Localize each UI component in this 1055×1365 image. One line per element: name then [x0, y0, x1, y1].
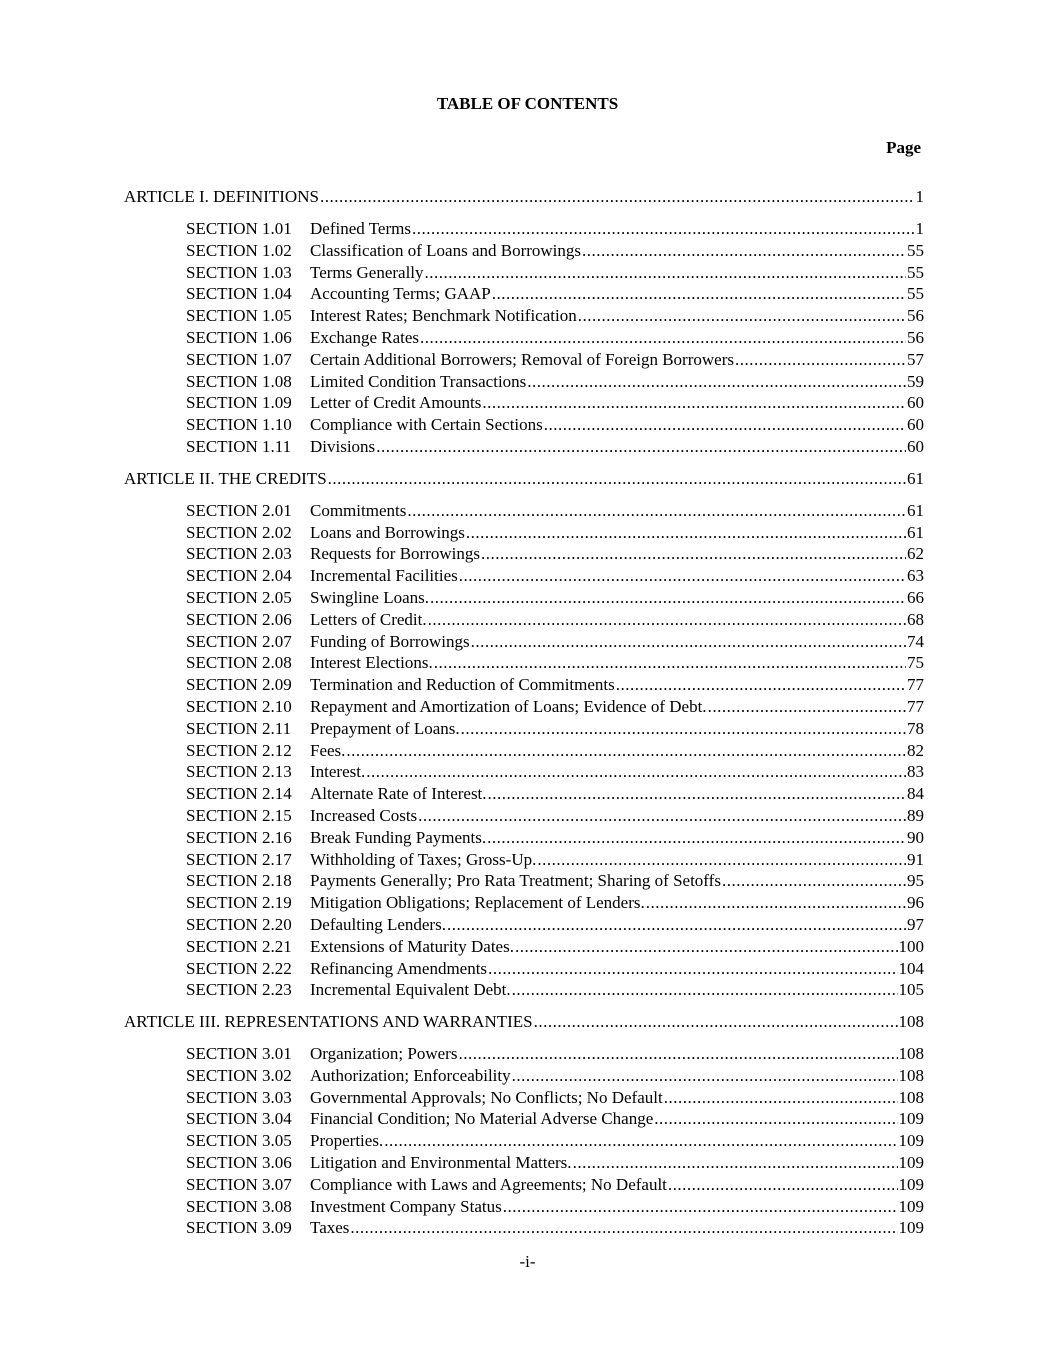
section-entry[interactable] [124, 500, 924, 522]
section-title: Accounting Terms; GAAP [310, 284, 491, 304]
section-number: SECTION 3.09 [186, 1218, 292, 1238]
section-page-number: 62 [907, 544, 924, 564]
dot-leader [320, 186, 915, 208]
section-number: SECTION 2.12 [186, 740, 292, 760]
section-number: SECTION 2.05 [186, 587, 292, 607]
dot-leader [488, 958, 897, 980]
section-title: Financial Condition; No Material Adverse Change [310, 1109, 654, 1129]
section-title: Incremental Facilities [310, 566, 458, 586]
dot-leader [328, 468, 906, 490]
section-number: SECTION 1.06 [186, 327, 292, 347]
section-title: Interest. [310, 762, 366, 782]
article-entry[interactable] [124, 186, 924, 208]
section-page-number: 109 [898, 1174, 924, 1194]
dot-leader [418, 805, 906, 827]
section-title: Termination and Reduction of Commitments [310, 675, 615, 695]
section-page-number: 68 [907, 609, 924, 629]
section-entry[interactable] [124, 740, 924, 762]
section-title: Requests for Borrowings [310, 544, 480, 564]
dot-leader [487, 827, 906, 849]
section-title: Interest Rates; Benchmark Notification [310, 306, 577, 326]
section-entry[interactable] [124, 1174, 924, 1196]
section-number: SECTION 1.02 [186, 240, 292, 260]
dot-leader [425, 262, 906, 284]
section-number: SECTION 3.01 [186, 1044, 292, 1064]
section-entry[interactable] [124, 849, 924, 871]
dot-leader [537, 849, 906, 871]
dot-leader [578, 305, 906, 327]
dot-leader [722, 870, 906, 892]
section-entry[interactable] [124, 1217, 924, 1239]
section-title: Certain Additional Borrowers; Removal of Foreign Borrowers [310, 349, 734, 369]
section-page-number: 97 [907, 914, 924, 934]
article-title: ARTICLE III. REPRESENTATIONS AND WARRANTIES [124, 1012, 533, 1032]
section-number: SECTION 3.07 [186, 1174, 292, 1194]
dot-leader [346, 740, 906, 762]
section-entry[interactable] [124, 958, 924, 980]
section-title: Alternate Rate of Interest. [310, 784, 487, 804]
section-entry[interactable] [124, 349, 924, 371]
section-number: SECTION 3.05 [186, 1131, 292, 1151]
section-entry[interactable] [124, 979, 924, 1001]
dot-leader [534, 1011, 898, 1033]
section-number: SECTION 1.01 [186, 219, 292, 238]
section-title: Governmental Approvals; No Conflicts; No Default [310, 1087, 663, 1107]
section-entry[interactable] [124, 827, 924, 849]
dot-leader [430, 587, 906, 609]
section-number: SECTION 2.02 [186, 522, 292, 542]
section-number: SECTION 2.08 [186, 653, 292, 673]
section-number: SECTION 1.04 [186, 284, 292, 304]
section-number: SECTION 2.23 [186, 980, 292, 1000]
section-entry[interactable] [124, 674, 924, 696]
section-page-number: 60 [907, 415, 924, 435]
section-title: Defined Terms [310, 219, 411, 238]
dot-leader [668, 1174, 898, 1196]
dot-leader [420, 327, 906, 349]
section-title: Terms Generally [310, 262, 424, 282]
section-page-number: 82 [907, 740, 924, 760]
dot-leader [412, 218, 915, 240]
section-number: SECTION 2.09 [186, 675, 292, 695]
section-entry[interactable] [124, 761, 924, 783]
section-title: Extensions of Maturity Dates. [310, 936, 514, 956]
article-title: ARTICLE I. DEFINITIONS [124, 187, 319, 206]
section-number: SECTION 1.03 [186, 262, 292, 282]
section-title: Refinancing Amendments [310, 958, 488, 978]
section-page-number: 75 [907, 653, 924, 673]
section-entry[interactable] [124, 1130, 924, 1152]
section-page-number: 77 [907, 675, 924, 695]
section-page-number: 55 [907, 262, 924, 282]
section-title: Letters of Credit. [310, 609, 427, 629]
dot-leader [461, 718, 906, 740]
section-page-number: 96 [907, 893, 924, 913]
article-page-number: 61 [907, 468, 924, 488]
section-page-number: 109 [898, 1153, 924, 1173]
section-title: Funding of Borrowings [310, 631, 470, 651]
section-entry[interactable] [124, 1196, 924, 1218]
dot-leader [573, 1152, 898, 1174]
section-title: Interest Elections. [310, 653, 433, 673]
section-number: SECTION 2.03 [186, 544, 292, 564]
section-entry[interactable] [124, 436, 924, 458]
section-number: SECTION 2.10 [186, 696, 292, 716]
section-list [124, 500, 924, 1001]
section-number: SECTION 2.18 [186, 871, 292, 891]
section-number: SECTION 3.02 [186, 1065, 292, 1085]
toc-heading: TABLE OF CONTENTS [436, 94, 619, 113]
section-page-number: 61 [907, 500, 924, 520]
section-title: Compliance with Laws and Agreements; No Default [310, 1174, 667, 1194]
section-entry[interactable] [124, 1152, 924, 1174]
section-entry[interactable] [124, 652, 924, 674]
section-page-number: 55 [907, 240, 924, 260]
dot-leader [428, 609, 906, 631]
dot-leader [458, 1043, 897, 1065]
section-number: SECTION 3.08 [186, 1196, 292, 1216]
section-number: SECTION 3.06 [186, 1153, 292, 1173]
section-entry[interactable] [124, 718, 924, 740]
dot-leader [664, 1087, 898, 1109]
dot-leader [447, 914, 906, 936]
section-page-number: 108 [898, 1065, 924, 1085]
article-page-number: 108 [898, 1012, 924, 1032]
section-entry[interactable] [124, 870, 924, 892]
dot-leader [376, 436, 906, 458]
section-number: SECTION 2.15 [186, 805, 292, 825]
section-number: SECTION 2.01 [186, 500, 292, 520]
section-page-number: 55 [907, 284, 924, 304]
section-entry[interactable] [124, 305, 924, 327]
section-entry[interactable] [124, 1087, 924, 1109]
section-title: Limited Condition Transactions [310, 371, 527, 391]
section-page-number: 56 [907, 306, 924, 326]
section-page-number: 1 [915, 219, 924, 238]
section-entry[interactable] [124, 392, 924, 414]
section-page-number: 56 [907, 327, 924, 347]
section-title: Repayment and Amortization of Loans; Evidence of Debt. [310, 696, 707, 716]
article-page-number: 1 [915, 187, 924, 206]
section-title: Organization; Powers [310, 1044, 458, 1064]
article-entry[interactable] [124, 1011, 924, 1033]
section-title: Withholding of Taxes; Gross-Up. [310, 849, 537, 869]
dot-leader [492, 283, 906, 305]
section-entry[interactable] [124, 371, 924, 393]
section-entry[interactable] [124, 283, 924, 305]
section-page-number: 63 [907, 566, 924, 586]
section-title: Investment Company Status [310, 1196, 502, 1216]
dot-leader [735, 349, 906, 371]
section-number: SECTION 2.19 [186, 893, 292, 913]
section-number: SECTION 1.10 [186, 415, 292, 435]
dot-leader [459, 565, 906, 587]
section-entry[interactable] [124, 218, 924, 240]
section-title: Defaulting Lenders. [310, 914, 446, 934]
section-entry[interactable] [124, 609, 924, 631]
section-page-number: 109 [898, 1196, 924, 1216]
section-entry[interactable] [124, 240, 924, 262]
section-entry[interactable] [124, 892, 924, 914]
section-title: Compliance with Certain Sections [310, 415, 543, 435]
dot-leader [512, 979, 898, 1001]
section-page-number: 104 [898, 958, 924, 978]
section-entry[interactable] [124, 565, 924, 587]
section-title: Prepayment of Loans. [310, 718, 460, 738]
section-title: Mitigation Obligations; Replacement of Lenders. [310, 893, 645, 913]
section-list [124, 1043, 924, 1239]
article-entry[interactable] [124, 468, 924, 490]
section-page-number: 59 [907, 371, 924, 391]
section-entry[interactable] [124, 1108, 924, 1130]
section-title: Properties. [310, 1131, 384, 1151]
section-entry[interactable] [124, 1043, 924, 1065]
dot-leader [503, 1196, 898, 1218]
dot-leader [350, 1217, 897, 1239]
section-number: SECTION 2.04 [186, 566, 292, 586]
section-number: SECTION 2.22 [186, 958, 292, 978]
section-entry[interactable] [124, 587, 924, 609]
section-number: SECTION 2.20 [186, 914, 292, 934]
dot-leader [616, 674, 906, 696]
section-entry[interactable] [124, 543, 924, 565]
page-column-label: Page [886, 138, 921, 157]
section-number: SECTION 2.16 [186, 827, 292, 847]
section-entry[interactable] [124, 522, 924, 544]
section-entry[interactable] [124, 783, 924, 805]
section-title: Letter of Credit Amounts [310, 393, 482, 413]
dot-leader [544, 414, 906, 436]
dot-leader [582, 240, 906, 262]
dot-leader [466, 522, 906, 544]
section-title: Divisions [310, 436, 376, 456]
section-page-number: 77 [907, 696, 924, 716]
section-page-number: 100 [898, 936, 924, 956]
section-entry[interactable] [124, 936, 924, 958]
section-title: Classification of Loans and Borrowings [310, 240, 582, 260]
section-title: Payments Generally; Pro Rata Treatment; Sharing of Setoffs [310, 871, 721, 891]
section-entry[interactable] [124, 327, 924, 349]
dot-leader [527, 371, 906, 393]
dot-leader [512, 1065, 898, 1087]
section-page-number: 109 [898, 1131, 924, 1151]
section-number: SECTION 2.06 [186, 609, 292, 629]
section-number: SECTION 2.11 [186, 718, 292, 738]
dot-leader [482, 392, 906, 414]
dot-leader [481, 543, 906, 565]
section-entry[interactable] [124, 262, 924, 284]
section-title: Swingline Loans. [310, 587, 429, 607]
section-page-number: 74 [907, 631, 924, 651]
section-number: SECTION 3.03 [186, 1087, 292, 1107]
article-title: ARTICLE II. THE CREDITS [124, 468, 327, 488]
section-title: Commitments [310, 500, 407, 520]
section-title: Increased Costs [310, 805, 418, 825]
section-page-number: 57 [907, 349, 924, 369]
section-page-number: 89 [907, 805, 924, 825]
section-title: Authorization; Enforceability [310, 1065, 511, 1085]
dot-leader [434, 652, 906, 674]
section-number: SECTION 2.13 [186, 762, 292, 782]
section-page-number: 108 [898, 1044, 924, 1064]
section-title: Incremental Equivalent Debt. [310, 980, 511, 1000]
dot-leader [384, 1130, 897, 1152]
section-page-number: 109 [898, 1109, 924, 1129]
section-number: SECTION 1.08 [186, 371, 292, 391]
footer-page-number: -i- [519, 1252, 536, 1271]
section-number: SECTION 2.21 [186, 936, 292, 956]
section-entry[interactable] [124, 696, 924, 718]
table-of-contents [124, 186, 924, 1249]
dot-leader [407, 500, 906, 522]
section-page-number: 105 [898, 980, 924, 1000]
section-number: SECTION 1.05 [186, 306, 292, 326]
section-page-number: 90 [907, 827, 924, 847]
section-entry[interactable] [124, 414, 924, 436]
section-page-number: 78 [907, 718, 924, 738]
section-page-number: 60 [907, 436, 924, 456]
section-number: SECTION 2.14 [186, 784, 292, 804]
section-title: Break Funding Payments. [310, 827, 487, 847]
section-title: Fees. [310, 740, 346, 760]
section-title: Exchange Rates [310, 327, 420, 347]
dot-leader [654, 1108, 897, 1130]
section-page-number: 60 [907, 393, 924, 413]
section-number: SECTION 1.09 [186, 393, 292, 413]
section-title: Litigation and Environmental Matters. [310, 1153, 572, 1173]
section-page-number: 109 [898, 1218, 924, 1238]
section-page-number: 84 [907, 784, 924, 804]
section-number: SECTION 2.17 [186, 849, 292, 869]
dot-leader [366, 761, 906, 783]
dot-leader [488, 783, 906, 805]
section-page-number: 83 [907, 762, 924, 782]
section-page-number: 108 [898, 1087, 924, 1107]
dot-leader [515, 936, 898, 958]
section-list [124, 218, 924, 458]
section-number: SECTION 1.07 [186, 349, 292, 369]
section-number: SECTION 2.07 [186, 631, 292, 651]
section-page-number: 61 [907, 522, 924, 542]
section-entry[interactable] [124, 914, 924, 936]
section-entry[interactable] [124, 1065, 924, 1087]
section-entry[interactable] [124, 805, 924, 827]
section-title: Taxes [310, 1218, 350, 1238]
section-page-number: 91 [907, 849, 924, 869]
section-page-number: 66 [907, 587, 924, 607]
section-title: Loans and Borrowings [310, 522, 465, 542]
dot-leader [646, 892, 906, 914]
section-entry[interactable] [124, 631, 924, 653]
dot-leader [708, 696, 906, 718]
section-number: SECTION 3.04 [186, 1109, 292, 1129]
dot-leader [471, 631, 906, 653]
section-page-number: 95 [907, 871, 924, 891]
section-number: SECTION 1.11 [186, 436, 292, 456]
